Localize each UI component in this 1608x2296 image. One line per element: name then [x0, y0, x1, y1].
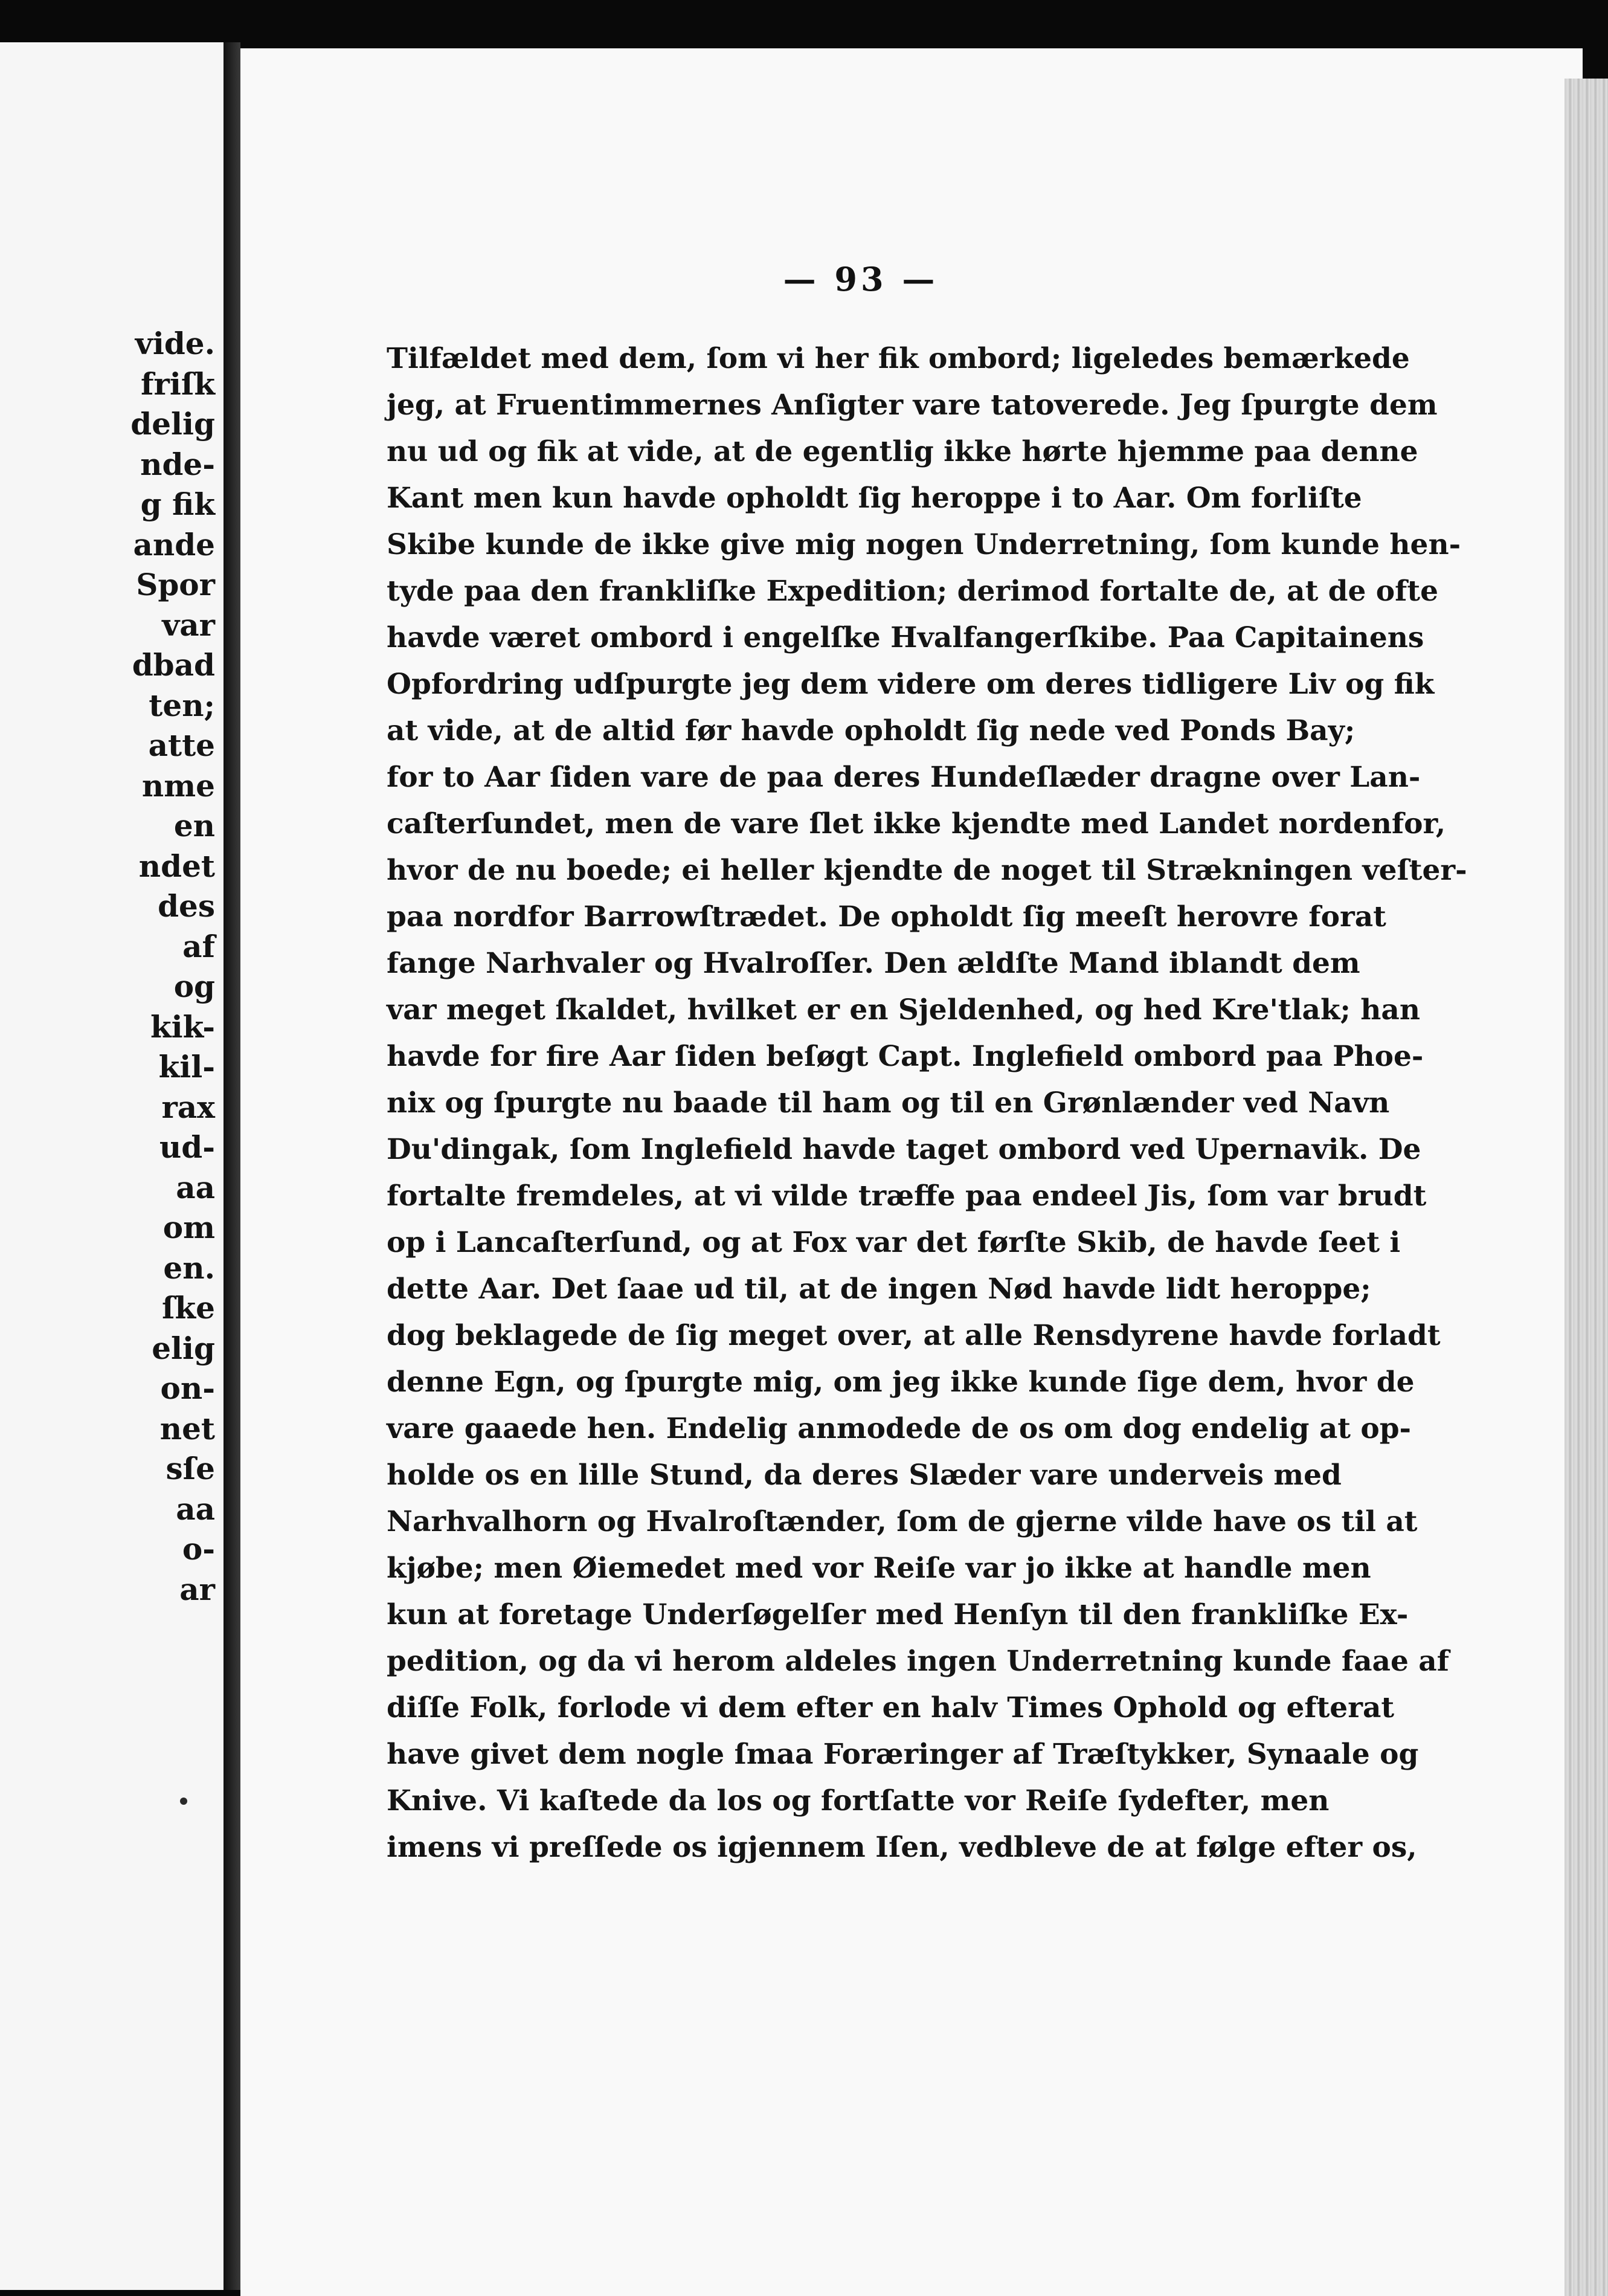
- text-line: imens vi preſſede os igjennem Iſen, vedbleve de at følge efter os,: [387, 1831, 1417, 1864]
- text-line: tyde paa den frankliſke Expedition; derimod fortalte de, at de ofte: [387, 575, 1438, 608]
- page-number: — 93 —: [783, 260, 939, 298]
- text-line: holde os en lille Stund, da deres Slæder vare underveis med: [387, 1459, 1342, 1492]
- left-page-text-fragment: ud-: [159, 1129, 215, 1165]
- text-line: caſterſundet, men de vare ſlet ikke kjendte med Landet nordenfor,: [387, 807, 1446, 840]
- left-page-text-fragment: friſk: [141, 366, 215, 402]
- left-page-text-fragment: g fik: [140, 486, 215, 522]
- text-line: nu ud og fik at vide, at de egentlig ikke hørte hjemme paa denne: [387, 435, 1418, 468]
- left-page-text-fragment: en: [173, 808, 215, 843]
- left-page-text-fragment: ten;: [149, 687, 215, 723]
- text-line: diſſe Folk, forlode vi dem efter en halv Times Ophold og efterat: [387, 1691, 1395, 1724]
- text-line: kun at foretage Underſøgelſer med Henſyn til den frankliſke Ex-: [387, 1598, 1409, 1631]
- left-page-text-fragment: rax: [161, 1089, 215, 1125]
- text-line: Narhvalhorn og Hvalroſtænder, ſom de gjerne vilde have os til at: [387, 1505, 1418, 1538]
- text-line: jeg, at Fruentimmernes Anſigter vare tatoverede. Jeg ſpurgte dem: [387, 389, 1438, 422]
- left-page-text-fragment: atte: [148, 727, 215, 763]
- left-page-text-fragment: aa: [176, 1169, 215, 1205]
- left-page-text-fragment: af: [182, 928, 215, 964]
- text-line: Kant men kun havde opholdt ſig heroppe i to Aar. Om forliſte: [387, 482, 1362, 515]
- left-page-text-fragment: ar: [179, 1571, 215, 1607]
- left-page-text-fragment: om: [162, 1210, 215, 1245]
- left-page-text-fragment: des: [158, 888, 215, 924]
- left-page-text-fragment: o-: [182, 1531, 215, 1567]
- text-line: vare gaaede hen. Endelig anmodede de os om dog endelig at op-: [387, 1412, 1412, 1445]
- text-line: Skibe kunde de ikke give mig nogen Underretning, ſom kunde hen-: [387, 528, 1461, 561]
- left-page-text-fragment: kik-: [150, 1008, 215, 1045]
- left-page-text-fragment: ande: [133, 526, 215, 563]
- text-line: hvor de nu boede; ei heller kjendte de noget til Strækningen veſter-: [387, 854, 1467, 887]
- left-page-text-fragment: delig: [130, 406, 215, 442]
- text-line: fange Narhvaler og Hvalroſſer. Den ældſte Mand iblandt dem: [387, 947, 1360, 980]
- text-line: havde været ombord i engelſke Hvalfangerſkibe. Paa Capitainens: [387, 621, 1424, 654]
- text-line: have givet dem nogle ſmaa Foræringer af Træſtykker, Synaale og: [387, 1738, 1419, 1771]
- text-line: var meget ſkaldet, hvilket er en Sjeldenhed, og hed Kre'tlak; han: [387, 993, 1421, 1027]
- left-page-text-fragment: og: [173, 969, 215, 1004]
- page-edges-stack: [1565, 79, 1608, 2296]
- text-line: op i Lancaſterſund, og at Fox var det førſte Skib, de havde ſeet i: [387, 1226, 1401, 1259]
- book-gutter: [224, 42, 240, 2290]
- text-line: Opfordring udſpurgte jeg dem videre om deres tidligere Liv og fik: [387, 668, 1435, 701]
- ink-speck: [180, 1798, 187, 1805]
- left-page-text-fragment: vide.: [135, 326, 215, 361]
- left-page-text-fragment: kil-: [158, 1049, 215, 1085]
- left-page-text-fragment: dbad: [132, 647, 215, 683]
- text-line: pedition, og da vi herom aldeles ingen Underretning kunde faae af: [387, 1645, 1449, 1678]
- text-line: fortalte fremdeles, at vi vilde træffe paa endeel Jis, ſom var brudt: [387, 1179, 1427, 1213]
- left-page-edge: [0, 42, 224, 2290]
- text-line: nix og ſpurgte nu baade til ham og til en Grønlænder ved Navn: [387, 1086, 1390, 1120]
- text-line: paa nordfor Barrowſtrædet. De opholdt ſig meeſt herovre forat: [387, 900, 1386, 934]
- left-page-text-fragment: en.: [163, 1250, 215, 1286]
- left-page-text-fragment: aa: [176, 1491, 215, 1527]
- left-page-text-fragment: var: [162, 607, 215, 643]
- left-page-text-fragment: elig: [152, 1330, 215, 1366]
- text-line: Knive. Vi kaſtede da los og fortſatte vor Reiſe ſydefter, men: [387, 1784, 1330, 1817]
- text-line: Tilfældet med dem, ſom vi her fik ombord; ligeledes bemærkede: [387, 342, 1410, 375]
- body-text: [387, 335, 1467, 1871]
- left-page-text-fragment: ndet: [138, 848, 215, 884]
- text-line: denne Egn, og ſpurgte mig, om jeg ikke kunde ſige dem, hvor de: [387, 1366, 1415, 1399]
- text-line: at vide, at de altid før havde opholdt ſig nede ved Ponds Bay;: [387, 714, 1356, 747]
- left-page-text-fragment: on-: [160, 1370, 215, 1406]
- text-line: dog beklagede de ſig meget over, at alle Rensdyrene havde forladt: [387, 1319, 1441, 1352]
- text-line: dette Aar. Det ſaae ud til, at de ingen Nød havde lidt heroppe;: [387, 1272, 1371, 1306]
- text-line: kjøbe; men Øiemedet med vor Reiſe var jo ikke at handle men: [387, 1552, 1371, 1585]
- left-page-text-fragment: net: [159, 1410, 215, 1446]
- text-line: Du'dingak, ſom Inglefield havde taget ombord ved Upernavik. De: [387, 1133, 1421, 1166]
- text-line: havde for fire Aar ſiden beſøgt Capt. Inglefield ombord paa Phoe-: [387, 1040, 1424, 1073]
- left-page-text-fragment: ſke: [162, 1290, 215, 1326]
- left-page-text-fragment: nme: [141, 767, 215, 804]
- text-line: for to Aar ſiden vare de paa deres Hundeſlæder dragne over Lan-: [387, 761, 1421, 794]
- left-page-text-fragment: sſe: [166, 1451, 215, 1486]
- left-page-text-fragment: Spor: [136, 567, 215, 602]
- left-page-text-fragment: nde-: [140, 446, 215, 482]
